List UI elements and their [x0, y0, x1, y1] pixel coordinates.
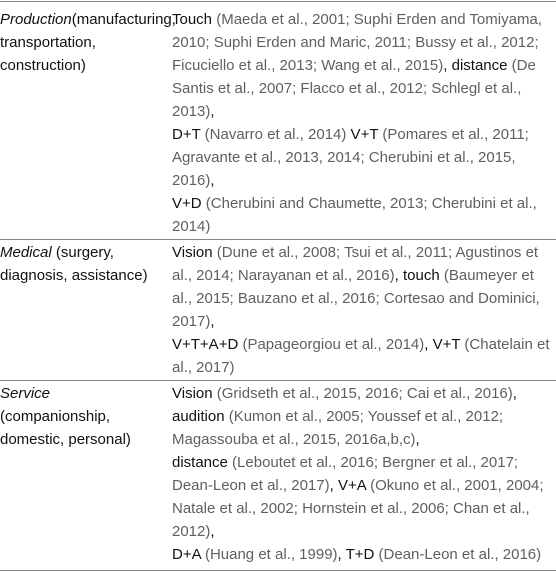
table-top-rule [0, 1, 556, 2]
category-name: Service [0, 385, 51, 402]
sensor-term: D+A [172, 546, 201, 563]
sensor-term: , V+T [424, 336, 461, 353]
citation-text: (Okuno et al., 2001, 2004; Natale et al., 2002; Hornstein et al., 2006; Chan et al., 2012) [172, 477, 544, 540]
category-description: (companionship, domestic, personal) [0, 408, 131, 448]
row-divider [0, 239, 556, 240]
sensor-term: , V+A [329, 477, 366, 494]
row-divider [0, 380, 556, 381]
table-bottom-rule [0, 570, 556, 571]
category-service [0, 382, 160, 451]
category-medical [0, 241, 160, 287]
sensor-term: D+T [172, 126, 201, 143]
sensor-term: , [210, 523, 215, 540]
category-production [0, 8, 176, 77]
table-entry [172, 451, 552, 543]
citation-text: (Leboutet et al., 2016; Bergner et al., 2017; Dean-Leon et al., 2017) [172, 454, 519, 494]
sensor-term: distance [172, 454, 228, 471]
table-entry [172, 333, 552, 379]
sensor-term: , [210, 313, 215, 330]
table-entry [172, 123, 552, 192]
citation-text: (Chatelain et al., 2017) [172, 336, 550, 376]
sensor-term: , T+D [337, 546, 375, 563]
citation-text: (Dean-Leon et al., 2016) [374, 546, 542, 563]
table-entry [172, 192, 552, 238]
sensor-term: , [415, 431, 420, 448]
sensor-term: , audition [172, 385, 517, 425]
sensor-term: , [210, 172, 215, 189]
sensor-term: Touch [172, 11, 213, 28]
citation-text: (Papageorgiou et al., 2014) [238, 336, 425, 353]
citation-text: (Navarro et al., 2014) [200, 126, 347, 143]
citation-text: (Pomares et al., 2011; Agravante et al., 2013, 2014; Cherubini et al., 2015, 2016) [172, 126, 529, 189]
sensor-term: V+T+A+D [172, 336, 239, 353]
citation-text: (Dune et al., 2008; Tsui et al., 2011; Agustinos et al., 2014; Narayanan et al., 2016) [172, 244, 539, 284]
sensor-term: , distance [443, 57, 508, 74]
sensor-term: , touch [394, 267, 440, 284]
sensor-term: Vision [172, 385, 213, 402]
table-entry [172, 543, 552, 566]
citation-text: (Cherubini and Chaumette, 2013; Cherubini et al., 2014) [172, 195, 537, 235]
citation-text: (Baumeyer et al., 2015; Bauzano et al., 2016; Cortesao and Dominici, 2017) [172, 267, 540, 330]
category-name: Production [0, 11, 72, 28]
citation-text: (De Santis et al., 2007; Flacco et al., 2012; Schlegl et al., 2013) [172, 57, 536, 120]
citation-text: (Maeda et al., 2001; Suphi Erden and Tomiyama, 2010; Suphi Erden and Maric, 2011; Bussy et al., 2012; Ficuciello et al., 2013; Wang et al., 2015) [172, 11, 542, 74]
sensor-term: Vision [172, 244, 213, 261]
sensor-term: , [210, 103, 215, 120]
sensor-term: V+T [346, 126, 379, 143]
citation-text: (Kumon et al., 2005; Youssef et al., 2012; Magassouba et al., 2015, 2016a,b,c) [172, 408, 504, 448]
category-name: Medical [0, 244, 52, 261]
category-description: (manufacturing, transportation, construction) [0, 11, 176, 74]
citation-text: (Huang et al., 1999) [200, 546, 338, 563]
table-entry [172, 8, 552, 123]
category-description: (surgery, diagnosis, assistance) [0, 244, 148, 284]
sensor-term: V+D [172, 195, 202, 212]
table-entry [172, 241, 552, 333]
table-entry [172, 382, 552, 451]
citation-text: (Gridseth et al., 2015, 2016; Cai et al., 2016) [212, 385, 513, 402]
